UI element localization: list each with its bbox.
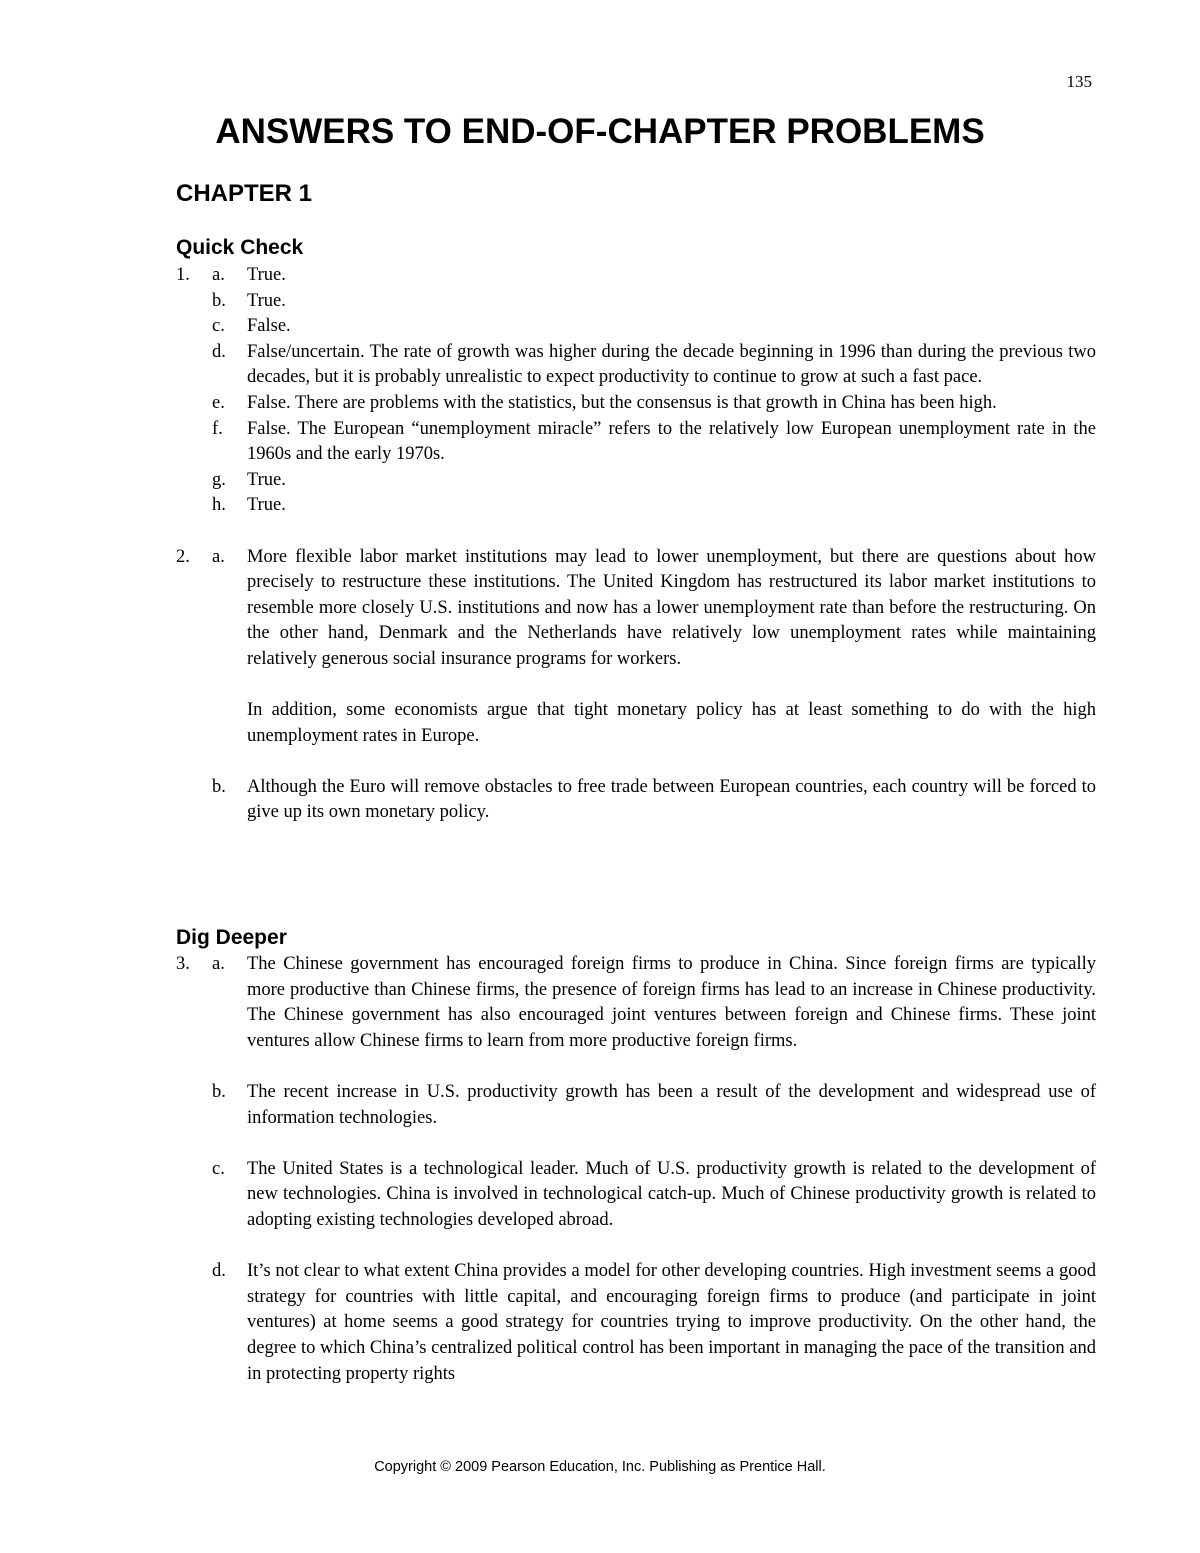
answer-1h <box>176 493 1096 519</box>
answer-letter: b. <box>212 290 226 311</box>
dig-deeper-answers <box>176 952 1096 1387</box>
answer-text: More flexible labor market institutions may lead to lower unemployment, but there are questions about how precisely to restructure these institutions. The United Kingdom has restructured its labor market institutions to resemble more closely U.S. institutions and now has a lower unemployment rate than before the restructuring. On the other hand, Denmark and the Netherlands have relatively low unemployment rates while maintaining relatively generous social insurance programs for workers. <box>247 546 1096 669</box>
answer-text: False. <box>247 316 291 337</box>
chapter-heading: CHAPTER 1 <box>176 180 313 207</box>
answer-text: True. <box>247 495 286 516</box>
answer-text: True. <box>247 265 286 285</box>
answer-letter: d. <box>212 341 226 362</box>
question-number: 2. <box>176 546 190 567</box>
answer-letter: a. <box>212 265 225 285</box>
answer-text: False. There are problems with the statistics, but the consensus is that growth in China has been high. <box>247 392 997 413</box>
answer-letter: b. <box>212 776 226 797</box>
answer-1e <box>176 391 1096 417</box>
answer-text: In addition, some economists argue that tight monetary policy has at least something to do with the high unemployment rates in Europe. <box>247 700 1096 746</box>
answer-1d <box>176 340 1096 391</box>
answer-text: False/uncertain. The rate of growth was higher during the decade beginning in 1996 than during the previous two decades, but it is probably unrealistic to expect productivity to continue to grow at such a fast pace. <box>247 341 1096 388</box>
answer-2a-continued <box>176 698 1096 749</box>
answer-letter: h. <box>212 495 226 516</box>
answer-1b <box>176 289 1096 315</box>
answer-letter: d. <box>212 1261 226 1282</box>
quick-check-answers <box>176 263 1096 826</box>
answer-3a <box>176 952 1096 1054</box>
answer-1f <box>176 417 1096 468</box>
answer-text: The Chinese government has encouraged foreign firms to produce in China. Since foreign firms are typically more productive than Chinese firms, the presence of foreign firms has lead to an increase in Chinese productivity. The Chinese government has also encouraged joint ventures between foreign and Chinese firms. These joint ventures allow Chinese firms to learn from more productive foreign firms. <box>247 954 1096 1051</box>
answer-letter: c. <box>212 1158 225 1179</box>
answer-text: The recent increase in U.S. productivity growth has been a result of the development and widespread use of information technologies. <box>247 1081 1096 1128</box>
answer-3b <box>176 1080 1096 1131</box>
page-number: 135 <box>1066 72 1092 91</box>
answer-text: Although the Euro will remove obstacles to free trade between European countries, each country will be forced to give up its own monetary policy. <box>247 776 1096 823</box>
answer-letter: e. <box>212 392 225 413</box>
answer-2a <box>176 545 1096 673</box>
question-number: 1. <box>176 265 190 285</box>
answer-letter: c. <box>212 316 225 337</box>
answer-3c <box>176 1157 1096 1234</box>
answer-text: It’s not clear to what extent China provides a model for other developing countries. High investment seems a good strategy for countries with little capital, and encouraging foreign firms to produce (and participate in joint ventures) at home seems a good strategy for countries trying to improve productivity. On the other hand, the degree to which China’s centralized political control has been important in managing the pace of the transition and in protecting property rights <box>247 1261 1096 1384</box>
answer-letter: a. <box>212 954 225 974</box>
answer-text: The United States is a technological leader. Much of U.S. productivity growth is related to the development of new technologies. China is involved in technological catch-up. Much of Chinese productivity growth is related to adopting existing technologies developed abroad. <box>247 1158 1096 1230</box>
copyright-footer: Copyright © 2009 Pearson Education, Inc. Publishing as Prentice Hall. <box>374 1459 826 1475</box>
answer-2b <box>176 775 1096 826</box>
quick-check-heading: Quick Check <box>176 236 304 259</box>
answer-letter: f. <box>212 418 223 439</box>
answer-3d <box>176 1259 1096 1387</box>
dig-deeper-heading: Dig Deeper <box>176 926 287 949</box>
answer-1c <box>176 314 1096 340</box>
answer-letter: b. <box>212 1081 226 1102</box>
answer-text: True. <box>247 469 286 490</box>
answer-letter: g. <box>212 469 226 490</box>
answer-letter: a. <box>212 546 225 567</box>
answer-1g <box>176 468 1096 494</box>
answer-1a <box>176 263 1096 289</box>
question-number: 3. <box>176 954 190 974</box>
page-title: ANSWERS TO END-OF-CHAPTER PROBLEMS <box>215 112 985 151</box>
answer-text: True. <box>247 290 286 311</box>
answer-text: False. The European “unemployment miracle” refers to the relatively low European unemployment rate in the 1960s and the early 1970s. <box>247 418 1096 465</box>
